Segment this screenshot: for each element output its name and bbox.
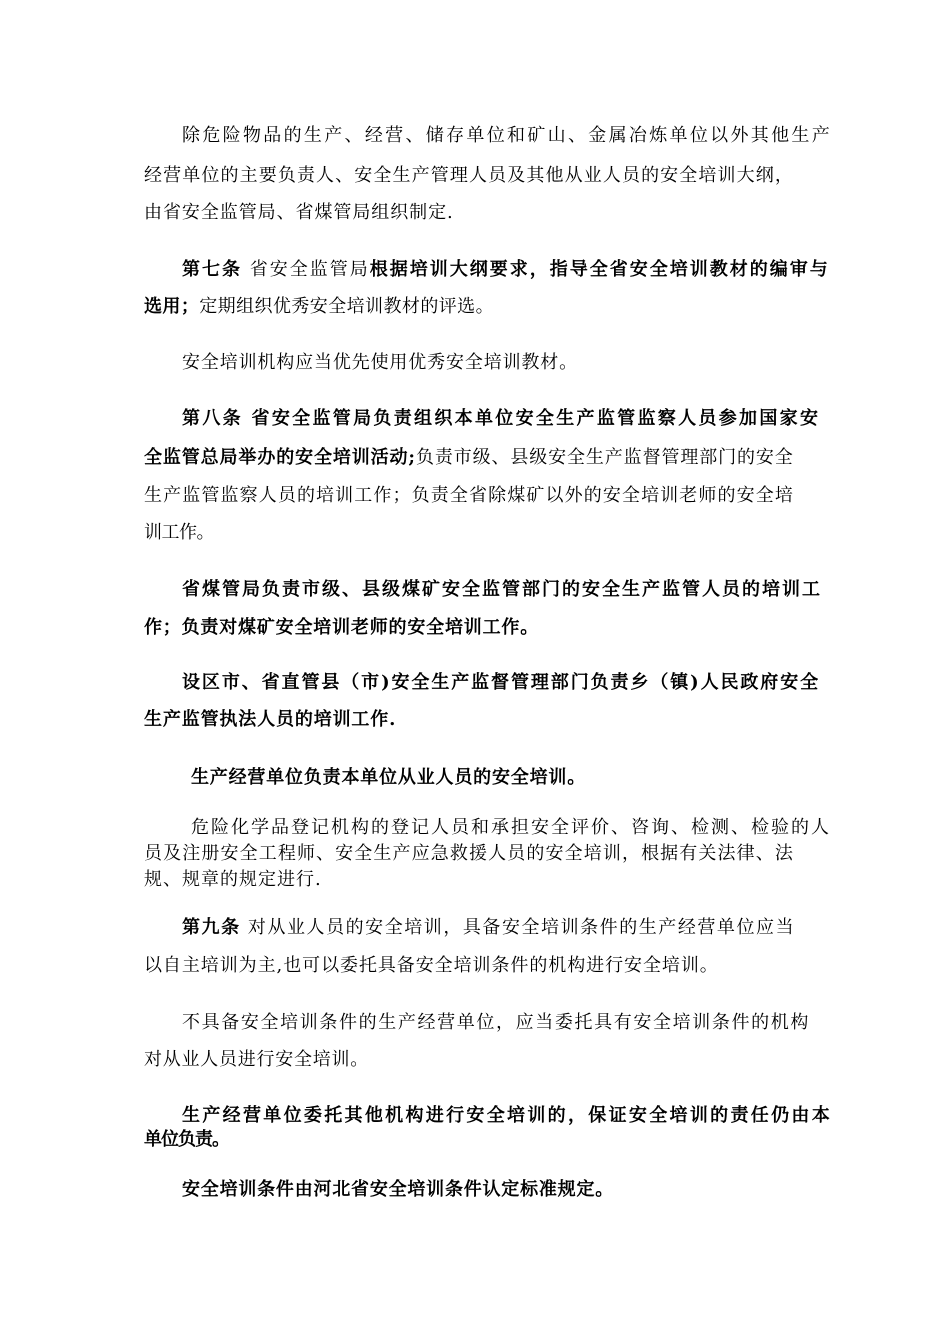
p10-line2 [144, 1048, 369, 1072]
p5-line2-run1: 作；负责对煤矿安全培训老师的安全培训工作。 [144, 617, 540, 638]
article-7-line2 [144, 295, 494, 319]
p4-line2-run2: 负责市级、县级安全生产监督管理部门的安全 [415, 447, 794, 468]
p3-line1 [182, 351, 578, 375]
p9-line2-run1: 以自主培训为主,也可以委托具备安全培训条件的机构进行安全培训。 [144, 955, 719, 976]
p8-line2 [144, 842, 794, 866]
p12-line1-run1: 安全培训条件由河北省安全培训条件认定标准规定。 [182, 1179, 615, 1200]
article-8-line2 [144, 446, 794, 470]
p1-line3 [144, 201, 454, 225]
p4-line1-run1: 第八条 省安全监管局负责组织本单位安全生产监管监察人员参加国家安 [182, 408, 821, 429]
p7-line1-run1: 生产经营单位负责本单位从业人员的安全培训。 [191, 767, 587, 788]
p1-line2-run1: 经营单位的主要负责人、安全生产管理人员及其他从业人员的安全培训大纲， [144, 165, 795, 186]
p4-line3-run1: 生产监管监察人员的培训工作；负责全省除煤矿以外的安全培训老师的安全培 [144, 485, 795, 506]
p9-line1-run1: 第九条 [182, 917, 241, 938]
p8-line3 [144, 868, 322, 892]
article-8-line1 [182, 407, 820, 431]
article-8-line3 [144, 484, 794, 508]
p4-line2-run1: 全监管总局举办的安全培训活动; [144, 447, 416, 468]
p2-line1-run2: 省安全监管局 [242, 259, 370, 280]
p5-line2 [144, 616, 539, 640]
p2-line2-run1: 选用； [144, 296, 200, 317]
p10-line2-run1: 对从业人员进行安全培训。 [144, 1049, 369, 1070]
p12-line1 [182, 1178, 614, 1202]
p6-line1 [182, 671, 820, 695]
p8-line1-run1: 危险化学品登记机构的登记人员和承担安全评价、咨询、检测、检验的人 [191, 817, 831, 838]
p1-line1-run1: 除危险物品的生产、经营、储存单位和矿山、金属冶炼单位以外其他生产 [182, 125, 833, 146]
p9-line1-run2: 对从业人员的安全培训，具备安全培训条件的生产经营单位应当 [240, 917, 796, 938]
p6-line2-run1: 生产监管执法人员的培训工作. [144, 709, 397, 730]
p2-line1-run3: 根据培训大纲要求，指导全省安全培训教材的编审与 [369, 259, 830, 280]
article-9-line2 [144, 954, 719, 978]
p5-line1-run1: 省煤管局负责市级、县级煤矿安全监管部门的安全生产监管人员的培训工 [182, 579, 822, 600]
p8-line3-run1: 规、规章的规定进行. [144, 869, 322, 890]
p7-line1 [191, 766, 586, 790]
article-9-line1 [182, 916, 795, 940]
p10-line1 [182, 1011, 810, 1035]
p10-line1-run1: 不具备安全培训条件的生产经营单位，应当委托具有安全培训条件的机构 [182, 1012, 810, 1033]
p8-line1 [191, 816, 831, 840]
p8-line2-run1: 员及注册安全工程师、安全生产应急救援人员的安全培训，根据有关法律、法 [144, 843, 795, 864]
article-7-line1 [182, 258, 830, 282]
p11-line2-run1: 单位负责。 [144, 1129, 229, 1150]
p4-line4-run1: 训工作。 [144, 522, 214, 543]
p1-line1 [182, 124, 832, 148]
p2-line1-run1: 第七条 [182, 259, 242, 280]
p11-line1-run1: 生产经营单位委托其他机构进行安全培训的，保证安全培训的责任仍由本 [182, 1105, 833, 1126]
p6-line2 [144, 708, 396, 732]
p11-line1 [182, 1104, 832, 1128]
p5-line1 [182, 578, 822, 602]
article-8-line4 [144, 521, 214, 545]
p1-line2 [144, 164, 794, 188]
p1-line3-run1: 由省安全监管局、省煤管局组织制定. [144, 202, 454, 223]
p2-line2-run2: 定期组织优秀安全培训教材的评选。 [199, 296, 494, 317]
p6-line1-run1: 设区市、省直管县（市)安全生产监督管理部门负责乡（镇)人民政府安全 [182, 672, 821, 693]
p3-line1-run1: 安全培训机构应当优先使用优秀安全培训教材。 [182, 352, 578, 373]
p11-line2 [144, 1128, 229, 1152]
